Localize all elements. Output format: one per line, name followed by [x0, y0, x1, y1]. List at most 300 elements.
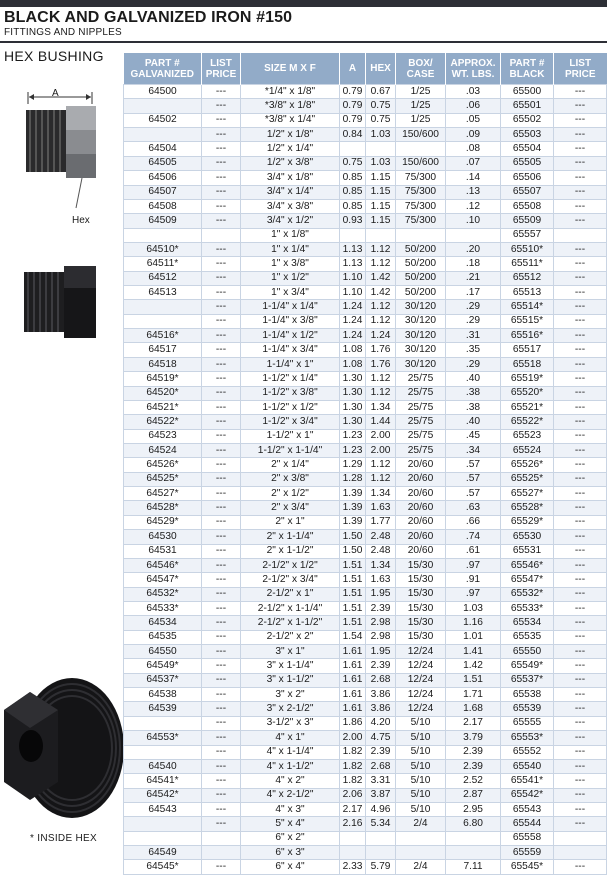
cell-list-price: ---	[202, 515, 241, 529]
cell-weight: .35	[446, 343, 501, 357]
cell-size: 2-1/2" x 1"	[241, 587, 340, 601]
table-row	[124, 314, 607, 328]
cell-list-price-2	[554, 228, 607, 242]
cell-box-case: 75/300	[396, 214, 446, 228]
cell-size: 2" x 1/2"	[241, 487, 340, 501]
cell-size: 3" x 1-1/4"	[241, 659, 340, 673]
cell-hex: 1.42	[366, 286, 396, 300]
cell-hex: 1.76	[366, 343, 396, 357]
cell-box-case: 15/30	[396, 601, 446, 615]
cell-a: 1.61	[340, 659, 366, 673]
cell-size: 1-1/2" x 1-1/4"	[241, 443, 340, 457]
cell-part-black: 65535	[501, 630, 554, 644]
cell-part-galvanized	[124, 745, 202, 759]
cell-list-price: ---	[202, 702, 241, 716]
table-row	[124, 142, 607, 156]
cell-weight: .29	[446, 314, 501, 328]
cell-part-galvanized	[124, 99, 202, 113]
cell-weight: .66	[446, 515, 501, 529]
cell-hex: 1.15	[366, 171, 396, 185]
table-row	[124, 601, 607, 615]
cell-list-price: ---	[202, 415, 241, 429]
cell-size: 3" x 1"	[241, 645, 340, 659]
cell-size: 2" x 1/4"	[241, 458, 340, 472]
cell-size: 4" x 1-1/2"	[241, 759, 340, 773]
cell-part-black: 65513	[501, 286, 554, 300]
cell-a: 1.08	[340, 357, 366, 371]
cell-weight: .91	[446, 573, 501, 587]
cell-weight: .20	[446, 242, 501, 256]
cell-size: 4" x 3"	[241, 802, 340, 816]
cell-list-price: ---	[202, 142, 241, 156]
cell-part-galvanized	[124, 314, 202, 328]
cell-weight: 3.79	[446, 731, 501, 745]
cell-part-black: 65526*	[501, 458, 554, 472]
table-row	[124, 271, 607, 285]
cell-hex: 0.67	[366, 85, 396, 99]
cell-list-price-2: ---	[554, 659, 607, 673]
cell-hex: 1.12	[366, 257, 396, 271]
cell-part-galvanized: 64537*	[124, 673, 202, 687]
cell-list-price: ---	[202, 601, 241, 615]
cell-list-price-2: ---	[554, 630, 607, 644]
cell-size: 1/2" x 1/4"	[241, 142, 340, 156]
cell-part-galvanized: 64547*	[124, 573, 202, 587]
cell-size: 3/4" x 3/8"	[241, 199, 340, 213]
cell-weight: .29	[446, 300, 501, 314]
cell-list-price: ---	[202, 759, 241, 773]
cell-box-case: 25/75	[396, 400, 446, 414]
cell-list-price-2: ---	[554, 372, 607, 386]
cell-hex: 4.75	[366, 731, 396, 745]
table-row	[124, 458, 607, 472]
cell-hex: 1.12	[366, 472, 396, 486]
cell-a: 1.23	[340, 429, 366, 443]
cell-list-price-2: ---	[554, 515, 607, 529]
cell-part-black: 65553*	[501, 731, 554, 745]
cell-box-case: 25/75	[396, 443, 446, 457]
hex-bushing-table	[123, 53, 607, 875]
cell-a: 1.30	[340, 415, 366, 429]
cell-part-black: 65512	[501, 271, 554, 285]
cell-list-price-2: ---	[554, 199, 607, 213]
cell-box-case: 50/200	[396, 286, 446, 300]
cell-list-price: ---	[202, 802, 241, 816]
cell-part-galvanized: 64546*	[124, 558, 202, 572]
cell-a: 0.75	[340, 156, 366, 170]
cell-a: 0.93	[340, 214, 366, 228]
cell-hex: 3.87	[366, 788, 396, 802]
cell-a: 2.33	[340, 860, 366, 874]
table-row	[124, 343, 607, 357]
cell-list-price-2: ---	[554, 702, 607, 716]
cell-list-price: ---	[202, 472, 241, 486]
table-row	[124, 185, 607, 199]
cell-size: 1-1/4" x 1/2"	[241, 329, 340, 343]
cell-part-galvanized	[124, 831, 202, 845]
cell-part-galvanized	[124, 716, 202, 730]
cell-box-case: 20/60	[396, 458, 446, 472]
cell-list-price: ---	[202, 372, 241, 386]
cell-hex: 1.34	[366, 487, 396, 501]
cell-weight: .31	[446, 329, 501, 343]
cell-part-black: 65558	[501, 831, 554, 845]
cell-size: 6" x 4"	[241, 860, 340, 874]
cell-a: 1.61	[340, 702, 366, 716]
cell-weight: .57	[446, 458, 501, 472]
cell-hex: 0.75	[366, 113, 396, 127]
cell-list-price: ---	[202, 185, 241, 199]
cell-weight: .57	[446, 487, 501, 501]
cell-part-black: 65540	[501, 759, 554, 773]
cell-part-galvanized: 64525*	[124, 472, 202, 486]
cell-box-case: 25/75	[396, 429, 446, 443]
cell-weight: 2.39	[446, 745, 501, 759]
cell-weight: .06	[446, 99, 501, 113]
cell-part-galvanized: 64504	[124, 142, 202, 156]
cell-box-case: 50/200	[396, 257, 446, 271]
cell-part-black: 65547*	[501, 573, 554, 587]
cell-weight: 2.95	[446, 802, 501, 816]
cell-part-black: 65519*	[501, 372, 554, 386]
cell-part-black: 65532*	[501, 587, 554, 601]
cell-size: 5" x 4"	[241, 817, 340, 831]
cell-list-price-2: ---	[554, 99, 607, 113]
cell-a: 1.29	[340, 458, 366, 472]
cell-size: 1" x 1/4"	[241, 242, 340, 256]
cell-part-galvanized: 64522*	[124, 415, 202, 429]
cell-box-case	[396, 846, 446, 860]
cell-list-price-2: ---	[554, 171, 607, 185]
cell-hex: 2.00	[366, 429, 396, 443]
inside-hex-footnote: * INSIDE HEX	[30, 833, 97, 844]
table-row	[124, 242, 607, 256]
cell-size: 2" x 3/8"	[241, 472, 340, 486]
cell-weight: .03	[446, 85, 501, 99]
cell-box-case: 75/300	[396, 185, 446, 199]
cell-size: 2-1/2" x 1/2"	[241, 558, 340, 572]
cell-list-price: ---	[202, 242, 241, 256]
cell-a: 1.86	[340, 716, 366, 730]
col-header-list-price: LIST PRICE	[202, 53, 241, 85]
cell-part-black: 65514*	[501, 300, 554, 314]
cell-list-price-2: ---	[554, 774, 607, 788]
cell-weight: 1.01	[446, 630, 501, 644]
cell-a: 1.30	[340, 386, 366, 400]
cell-part-galvanized: 64550	[124, 645, 202, 659]
cell-a: 0.85	[340, 185, 366, 199]
cell-a	[340, 846, 366, 860]
cell-list-price: ---	[202, 817, 241, 831]
cell-part-galvanized	[124, 817, 202, 831]
cell-part-galvanized: 64507	[124, 185, 202, 199]
cell-list-price: ---	[202, 487, 241, 501]
cell-box-case: 25/75	[396, 372, 446, 386]
cell-box-case: 2/4	[396, 817, 446, 831]
cell-a: 1.50	[340, 544, 366, 558]
cell-list-price: ---	[202, 429, 241, 443]
cell-size: 2-1/2" x 1-1/2"	[241, 616, 340, 630]
cell-box-case: 15/30	[396, 616, 446, 630]
cell-box-case: 5/10	[396, 774, 446, 788]
cell-list-price: ---	[202, 616, 241, 630]
cell-hex: 1.95	[366, 645, 396, 659]
cell-hex: 1.15	[366, 214, 396, 228]
cell-weight: .10	[446, 214, 501, 228]
table-row	[124, 386, 607, 400]
section-title: HEX BUSHING	[4, 48, 104, 64]
cell-part-black: 65524	[501, 443, 554, 457]
table-row	[124, 846, 607, 860]
cell-box-case: 15/30	[396, 630, 446, 644]
cell-box-case: 150/600	[396, 156, 446, 170]
cell-hex	[366, 846, 396, 860]
cell-weight: .13	[446, 185, 501, 199]
cell-a: 1.23	[340, 443, 366, 457]
cell-hex: 1.15	[366, 185, 396, 199]
table-row	[124, 429, 607, 443]
cell-size: 4" x 1-1/4"	[241, 745, 340, 759]
cell-size: 1-1/2" x 1/4"	[241, 372, 340, 386]
table-row	[124, 443, 607, 457]
table-row	[124, 731, 607, 745]
cell-list-price-2: ---	[554, 587, 607, 601]
cell-part-galvanized: 64545*	[124, 860, 202, 874]
cell-size: 4" x 2"	[241, 774, 340, 788]
cell-box-case: 5/10	[396, 745, 446, 759]
cell-weight: 1.51	[446, 673, 501, 687]
cell-list-price-2: ---	[554, 501, 607, 515]
cell-a	[340, 831, 366, 845]
table-row	[124, 530, 607, 544]
cell-list-price: ---	[202, 214, 241, 228]
cell-part-black: 65504	[501, 142, 554, 156]
cell-list-price: ---	[202, 530, 241, 544]
cell-weight: 1.41	[446, 645, 501, 659]
col-header-weight: APPROX. WT. LBS.	[446, 53, 501, 85]
cell-hex: 1.12	[366, 300, 396, 314]
cell-list-price: ---	[202, 558, 241, 572]
cell-list-price: ---	[202, 271, 241, 285]
cell-part-galvanized: 64526*	[124, 458, 202, 472]
cell-box-case: 20/60	[396, 544, 446, 558]
cell-a: 1.51	[340, 558, 366, 572]
cell-weight: .57	[446, 472, 501, 486]
cell-a: 1.39	[340, 515, 366, 529]
cell-size: 1" x 1/8"	[241, 228, 340, 242]
cell-hex: 2.68	[366, 673, 396, 687]
cell-a: 2.16	[340, 817, 366, 831]
cell-part-black: 65534	[501, 616, 554, 630]
cell-size: 3/4" x 1/2"	[241, 214, 340, 228]
cell-hex: 5.34	[366, 817, 396, 831]
cell-a: 0.79	[340, 113, 366, 127]
cell-box-case: 25/75	[396, 415, 446, 429]
cell-size: 2-1/2" x 1-1/4"	[241, 601, 340, 615]
cell-a: 1.08	[340, 343, 366, 357]
cell-weight: .38	[446, 386, 501, 400]
hex-label: Hex	[72, 215, 90, 226]
cell-size: *1/4" x 1/8"	[241, 85, 340, 99]
cell-hex: 1.12	[366, 458, 396, 472]
cell-part-black: 65559	[501, 846, 554, 860]
cell-a: 1.13	[340, 242, 366, 256]
cell-part-black: 65500	[501, 85, 554, 99]
cell-part-galvanized: 64506	[124, 171, 202, 185]
cell-hex: 1.03	[366, 156, 396, 170]
cell-box-case	[396, 142, 446, 156]
cell-list-price	[202, 831, 241, 845]
cell-list-price-2: ---	[554, 788, 607, 802]
table-row	[124, 329, 607, 343]
cell-part-black: 65530	[501, 530, 554, 544]
cell-weight: .74	[446, 530, 501, 544]
cell-weight: .08	[446, 142, 501, 156]
cell-hex: 2.39	[366, 601, 396, 615]
cell-part-galvanized: 64511*	[124, 257, 202, 271]
cell-a	[340, 228, 366, 242]
cell-part-black: 65533*	[501, 601, 554, 615]
cell-size: *3/8" x 1/4"	[241, 113, 340, 127]
cell-part-black: 65545*	[501, 860, 554, 874]
cell-weight: .17	[446, 286, 501, 300]
cell-size: 3-1/2" x 3"	[241, 716, 340, 730]
cell-size: 1-1/4" x 3/4"	[241, 343, 340, 357]
cell-list-price-2: ---	[554, 300, 607, 314]
cell-box-case: 30/120	[396, 329, 446, 343]
cell-list-price: ---	[202, 199, 241, 213]
table-row	[124, 802, 607, 816]
cell-list-price-2: ---	[554, 113, 607, 127]
cell-size: 2-1/2" x 2"	[241, 630, 340, 644]
cell-list-price: ---	[202, 587, 241, 601]
table-row	[124, 831, 607, 845]
cell-size: 1-1/4" x 3/8"	[241, 314, 340, 328]
cell-hex: 1.34	[366, 400, 396, 414]
table-row	[124, 501, 607, 515]
cell-a: 0.79	[340, 99, 366, 113]
cell-part-black: 65542*	[501, 788, 554, 802]
cell-list-price: ---	[202, 659, 241, 673]
cell-weight: 2.39	[446, 759, 501, 773]
hex-bushing-table-container	[123, 53, 606, 875]
cell-list-price-2: ---	[554, 142, 607, 156]
cell-a: 1.24	[340, 314, 366, 328]
cell-part-black: 65550	[501, 645, 554, 659]
cell-list-price: ---	[202, 673, 241, 687]
cell-hex: 4.20	[366, 716, 396, 730]
cell-list-price: ---	[202, 113, 241, 127]
cell-box-case: 50/200	[396, 242, 446, 256]
cell-part-black: 65505	[501, 156, 554, 170]
cell-list-price: ---	[202, 573, 241, 587]
cell-hex: 1.12	[366, 242, 396, 256]
cell-a: 1.61	[340, 645, 366, 659]
cell-size: *3/8" x 1/8"	[241, 99, 340, 113]
cell-list-price-2: ---	[554, 688, 607, 702]
cell-part-galvanized: 64533*	[124, 601, 202, 615]
cell-list-price-2: ---	[554, 386, 607, 400]
cell-a: 1.61	[340, 673, 366, 687]
top-bar	[0, 0, 607, 7]
cell-part-black: 65516*	[501, 329, 554, 343]
cell-part-black: 65506	[501, 171, 554, 185]
cell-list-price: ---	[202, 171, 241, 185]
cell-a: 1.61	[340, 688, 366, 702]
cell-hex: 2.00	[366, 443, 396, 457]
cell-hex: 1.63	[366, 573, 396, 587]
cell-list-price-2: ---	[554, 443, 607, 457]
cell-part-galvanized: 64549*	[124, 659, 202, 673]
table-row	[124, 300, 607, 314]
cell-part-galvanized: 64542*	[124, 788, 202, 802]
cell-hex: 2.98	[366, 616, 396, 630]
cell-list-price-2: ---	[554, 802, 607, 816]
cell-list-price-2: ---	[554, 472, 607, 486]
cell-list-price-2	[554, 831, 607, 845]
table-row	[124, 688, 607, 702]
cell-part-galvanized: 64508	[124, 199, 202, 213]
cell-list-price: ---	[202, 329, 241, 343]
cell-hex: 2.48	[366, 544, 396, 558]
cell-hex: 2.48	[366, 530, 396, 544]
table-row	[124, 113, 607, 127]
cell-part-black: 65502	[501, 113, 554, 127]
cell-box-case: 1/25	[396, 99, 446, 113]
cell-list-price-2: ---	[554, 185, 607, 199]
cell-part-black: 65510*	[501, 242, 554, 256]
cell-list-price	[202, 846, 241, 860]
page-title: BLACK AND GALVANIZED IRON #150	[4, 9, 293, 26]
cell-part-black: 65544	[501, 817, 554, 831]
cell-list-price-2: ---	[554, 314, 607, 328]
cell-list-price-2: ---	[554, 645, 607, 659]
cell-box-case: 1/25	[396, 113, 446, 127]
table-row	[124, 214, 607, 228]
cell-part-galvanized: 64517	[124, 343, 202, 357]
cell-weight: 1.68	[446, 702, 501, 716]
cell-size: 6" x 2"	[241, 831, 340, 845]
cell-a: 1.82	[340, 745, 366, 759]
cell-part-black: 65508	[501, 199, 554, 213]
table-row	[124, 716, 607, 730]
cell-part-black: 65501	[501, 99, 554, 113]
cell-list-price-2: ---	[554, 357, 607, 371]
cell-list-price: ---	[202, 386, 241, 400]
table-row	[124, 788, 607, 802]
cell-part-black: 65527*	[501, 487, 554, 501]
cell-hex: 1.76	[366, 357, 396, 371]
cell-list-price-2: ---	[554, 673, 607, 687]
cell-list-price-2: ---	[554, 759, 607, 773]
cell-list-price-2: ---	[554, 286, 607, 300]
cell-hex: 1.12	[366, 372, 396, 386]
cell-hex: 2.68	[366, 759, 396, 773]
cell-weight: .09	[446, 128, 501, 142]
cell-list-price: ---	[202, 688, 241, 702]
table-row	[124, 487, 607, 501]
cell-a: 1.24	[340, 329, 366, 343]
cell-list-price-2: ---	[554, 731, 607, 745]
cell-list-price-2: ---	[554, 573, 607, 587]
cell-list-price-2: ---	[554, 343, 607, 357]
cell-size: 2-1/2" x 3/4"	[241, 573, 340, 587]
cell-list-price: ---	[202, 716, 241, 730]
cell-box-case	[396, 228, 446, 242]
table-row	[124, 759, 607, 773]
cell-list-price: ---	[202, 156, 241, 170]
table-row	[124, 673, 607, 687]
